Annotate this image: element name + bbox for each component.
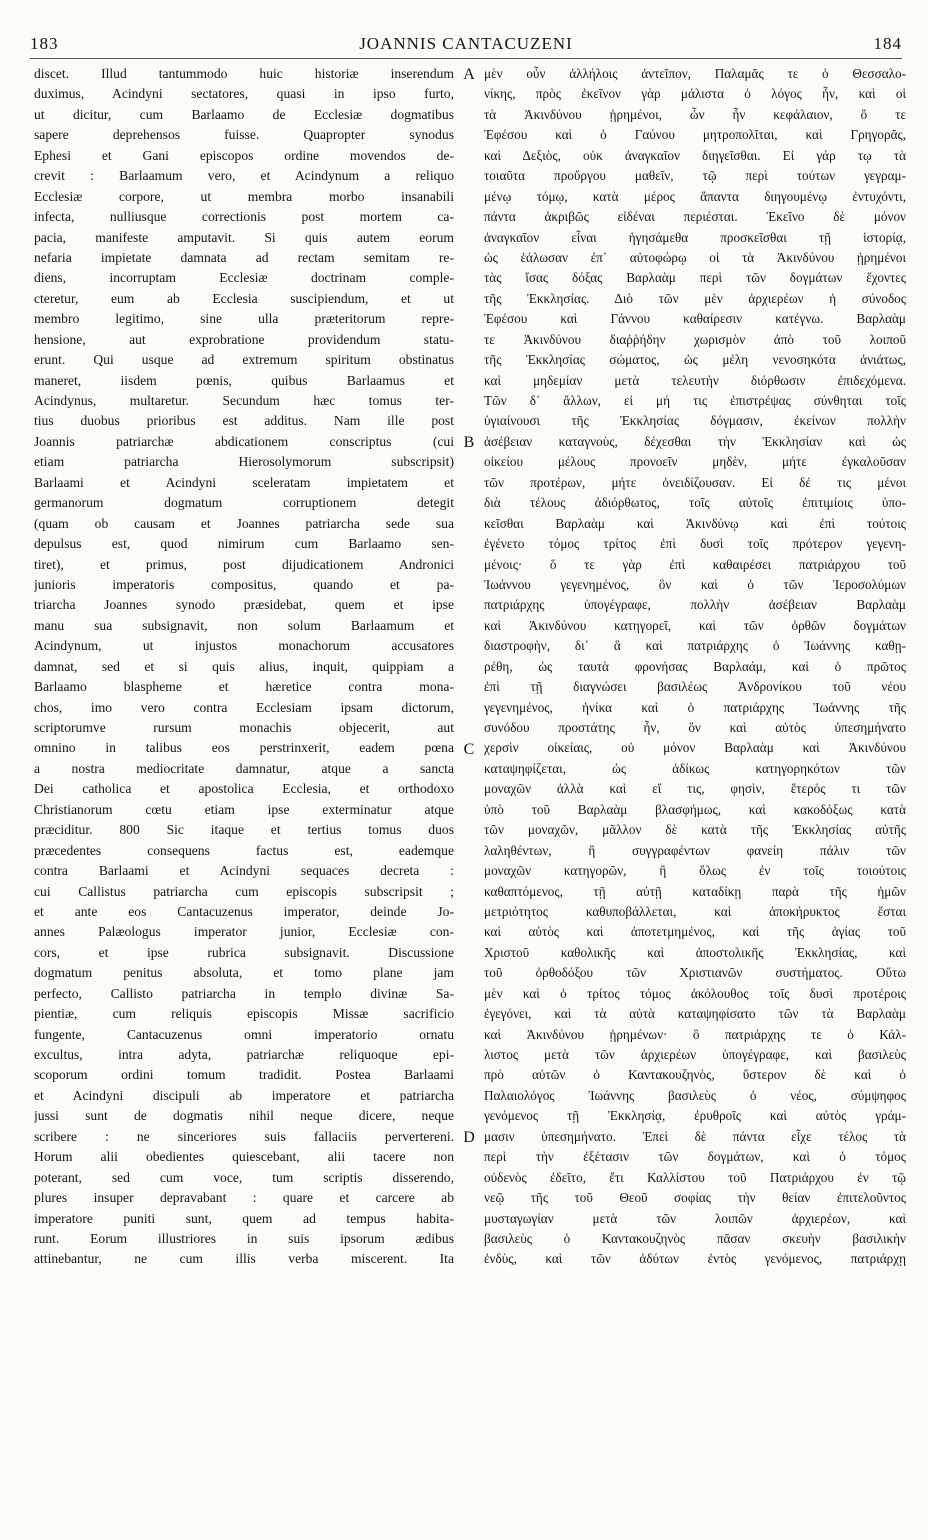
latin-text-line: scriptorumve rursum monachis objecerit, aut	[34, 720, 454, 735]
greek-text-line: κεῖσθαι Βαρλαὰμ καὶ Ἀκινδύνῳ καὶ ἐπὶ τούτοις	[484, 515, 906, 531]
latin-text-line: discet. Illud tantummodo huic historiæ inserendum	[34, 66, 454, 81]
greek-text-line: πατριάρχης ὑπογέγραφε, πολλὴν ἀσέβειαν Βαρλαὰμ	[484, 597, 906, 613]
latin-text-line: junioris imperatoris compositus, quando et pa-	[34, 576, 454, 592]
greek-text-line: τε Ἀκινδύνου διαῤῥήδην χωρισμὸν ἀπὸ τοῦ λοιποῦ	[484, 331, 906, 347]
running-title: JOANNIS CANTACUZENI	[359, 34, 573, 53]
latin-text-line: erunt. Qui usque ad extremum spiritum obstinatus	[34, 352, 454, 368]
greek-text-line: Ἐφέσου καὶ ὁ Γαύνου μητροπολῖται, καὶ Γρηγορᾶς,	[484, 127, 906, 143]
greek-text-line: νίκης, πρὸς ἐκεῖνον γὰρ μάλιστα ὁ λόγος ἦν, καὶ οἱ	[484, 86, 906, 102]
greek-text-line: μασιν ὑπεσημήνατο. Ἐπεὶ δὲ πάντα εἶχε τέλος τὰ	[484, 1128, 906, 1144]
greek-text-line: γενόμενος τῇ Ἐκκλησίᾳ, ἐρυθροῖς καὶ αὐτὸς γράμ-	[484, 1108, 906, 1124]
greek-text-line: Ἐφέσου καὶ Γάννου καθαίρεσιν κατέγνω. Βαρλαὰμ	[484, 311, 906, 327]
latin-text-line: (quam ob causam et Joannes patriarcha sede sua	[34, 515, 454, 531]
greek-text-line: καὶ Δεξιὸς, οὐκ ἀναγκαῖον διηγεῖσθαι. Εἰ γάρ τῳ τὰ	[484, 147, 906, 163]
latin-text-line: præcedentes consequens factus est, eademque	[34, 842, 454, 858]
greek-text-line: ὡς ἑάλωσαν ἐπ᾽ αὐτοφώρῳ οἱ τὰ Ἀκινδύνου ᾑρημένοι	[484, 249, 906, 265]
running-head	[30, 32, 902, 59]
latin-text-line: imperatore puniti sunt, quem ad tempus habita-	[34, 1210, 454, 1226]
latin-text-line: excultus, intra adyta, patriarchæ reliquoque epi-	[34, 1047, 454, 1062]
latin-text-line: Acindynus, multaretur. Secundum hæc tomus ter-	[34, 393, 454, 408]
greek-text-line: μὲν καὶ ὁ τρίτος τόμος ἀκόλουθος τοῖς δυσὶ προτέροις	[484, 985, 906, 1001]
greek-text-line: βασιλεὺς ὁ Καντακουζηνὸς πᾶσαν σκευὴν βασιλικὴν	[484, 1230, 906, 1246]
latin-text-line: scribere : ne sinceriores suis fallaciis pervertereni.	[34, 1128, 454, 1144]
greek-text-line: ἐπὶ τῇ διαγνώσει βασιλέως Ἀνδρονίκου τοῦ νέου	[484, 679, 906, 695]
latin-text-line: depulsus est, quod nimirum cum Barlaamo sen-	[34, 536, 454, 552]
margin-marker-a: A	[463, 66, 475, 83]
latin-text-line: contra Barlaami et Acindyni sequaces decreta :	[34, 863, 454, 879]
latin-text-line: membro legitimo, sine ulla præteritorum repre-	[34, 311, 454, 327]
greek-text-line: πρὸ αὐτῶν ὁ Καντακουζηνὸς, ὕστερον δὲ καὶ ὁ	[484, 1067, 906, 1083]
latin-text-line: ut dicitur, cum Barlaamo de Ecclesiæ dogmatibus	[34, 106, 454, 122]
latin-text-line: et ante eos Cantacuzenus imperator, deinde Jo-	[34, 903, 454, 919]
latin-text-line: cui Callistus patriarcha cum episcopis subscripsit ;	[34, 883, 454, 899]
greek-text-line: Τῶν δ᾽ ἄλλων, εἰ μή τις ἐπιστρέψας σύνθηται τοῖς	[484, 393, 906, 408]
greek-text-line: λαληθέντων, ἢ συγγραφέντων φανείη πάλιν τῶν	[484, 842, 906, 858]
latin-text-line: nefaria impietate damnata ad rectam semitam re-	[34, 249, 454, 265]
greek-text-line: καὶ Ἀκινδύνου ᾑρημένων· ὃ πατριάρχης τε ὁ Κάλ-	[484, 1026, 906, 1042]
greek-text-line: μυσταγωγίαν μετὰ τῶν λοιπῶν ἀρχιερέων, καὶ	[484, 1210, 906, 1226]
latin-text-line: Barlaamo blaspheme et hæretice contra mona-	[34, 679, 454, 695]
greek-text-line: ὑγιαίνουσι τῆς Ἐκκλησίας δόγμασιν, ἐκείνων πολλὴν	[484, 413, 906, 429]
latin-text-line: Ecclesiæ corpore, ut membra morbo insanabili	[34, 188, 454, 204]
latin-text-line: attinebantur, ne cum illis verba miscerent. Ita	[34, 1251, 454, 1267]
latin-text-line: jussi sunt de dogmatis nihil neque dicere, neque	[34, 1108, 454, 1124]
greek-text-line: ἐγεγόνει, καὶ τὰ αὐτὰ καταψηφίσατο τῶν τὰ Βαρλαὰμ	[484, 1006, 906, 1022]
margin-marker-d: D	[463, 1129, 475, 1146]
latin-text-line: Dei catholica et apostolica Ecclesia, et orthodoxo	[34, 781, 454, 797]
greek-text-line: ἐνδὺς, καὶ τῶν ἀδύτων ἐντὸς γενόμενος, πατριάρχῃ	[484, 1251, 906, 1267]
greek-text-line: Χριστοῦ καθολικῆς καὶ ἀποστολικῆς Ἐκκλησίας, καὶ	[484, 944, 906, 960]
greek-text-line: διὰ τέλους ἀδιόρθωτος, τοῖς αὐτοῖς ἐπιτιμίοις ὑπο-	[484, 495, 906, 511]
greek-text-line: συνόδου προστάτης ἦν, ὃν καὶ αὐτὸς ὑπεσημήνατο	[484, 720, 906, 735]
greek-text-line: τῆς Ἐκκλησίας σώματος, ὡς μέλη νενοσηκότα ἀνιάτως,	[484, 352, 906, 368]
greek-text-line: τὰς ἴσας δόξας Βαρλαὰμ περὶ τῶν δογμάτων ἔχοντες	[484, 270, 906, 286]
greek-text-line: τῶν προτέρων, μήτε ὀνειδίζουσαν. Εἰ δέ τις μένοι	[484, 474, 906, 490]
latin-text-line: chos, imo vero contra Ecclesiam ipsam dictorum,	[34, 699, 454, 715]
page-number-right: 184	[873, 34, 902, 53]
latin-text-line: Ephesi et Gani episcopos ordine movendos de-	[34, 147, 454, 163]
greek-text-line: χερσὶν οἰκείαις, οὐ μόνον Βαρλαὰμ καὶ Ἀκινδύνου	[484, 740, 906, 756]
greek-text-line: καὶ Ἀκινδύνου κατηγορεῖ, καὶ τῶν ὀρθῶν δογμάτων	[484, 617, 906, 633]
greek-text-line: Ἰωάννου γεγενημένος, ὃν καὶ ὁ τῶν Ἱεροσολύμων	[484, 576, 906, 592]
latin-text-line: triarcha Joannes synodo præsidebat, quem et ipse	[34, 597, 454, 613]
latin-text-line: scoporum ordini tomum tradidit. Postea Barlaami	[34, 1067, 454, 1083]
greek-text-line: Παλαιολόγος Ἰωάννης βασιλεὺς ὁ νέος, σύμψηφος	[484, 1087, 906, 1103]
greek-text-line: καὶ αὐτὸς καὶ ἀποτετμημένος, καὶ τῆς ἁγίας τοῦ	[484, 924, 906, 940]
latin-text-line: cors, et ipse rubrica subsignavit. Discussione	[34, 944, 454, 960]
latin-text-line: omnino in talibus eos perstrinxerit, eadem pœna	[34, 740, 454, 756]
greek-text-line: τῆς Ἐκκλησίας. Διὸ τῶν μὲν ἀρχιερέων ἡ σύνοδος	[484, 290, 906, 306]
greek-text-line: μένοις· ὅ τε γὰρ ἐπὶ καθαιρέσει πατριάρχου τοῦ	[484, 556, 906, 572]
latin-text-line: a nostra mediocritate damnatur, atque a sancta	[34, 760, 454, 776]
latin-text-line: pientiæ, cum reliquis episcopis Missæ sacrificio	[34, 1006, 454, 1022]
greek-text-line: μετριότητος καθυποβάλλεται, καὶ ἀποκήρυκτος ἔσται	[484, 903, 906, 919]
greek-text-line: διαστροφὴν, δι᾽ ἃ καὶ πατριάρχης ὁ Ἰωάννης καθῃ-	[484, 638, 906, 654]
latin-text-line: cteretur, eum ab Ecclesia suscipiendum, et ut	[34, 290, 454, 306]
greek-text-line: ἀναγκαῖον εἶναι ἡγησάμεθα προσκεῖσθαι τῇ ἱστορίᾳ,	[484, 229, 906, 245]
greek-text-line: καθαπτόμενος, τῇ αὐτῇ καταδίκῃ παρὰ τῆς ἡμῶν	[484, 883, 906, 899]
latin-text-line: etiam patriarcha Hierosolymorum subscripsit)	[34, 454, 454, 470]
latin-text-line: perfecto, Callisto patriarcha in templo divinæ Sa-	[34, 985, 454, 1001]
greek-text-line: μὲν οὖν ἀλλήλοις ἀντεῖπον, Παλαμᾶς τε ὁ Θεσσαλο-	[484, 66, 906, 81]
greek-text-line: τοιαῦτα προὔργου μαθεῖν, τῷ περὶ τούτων γεγραμ-	[484, 168, 906, 184]
latin-text-line: poterant, sed cum voce, tum scriptis disserendo,	[34, 1169, 454, 1185]
latin-text-line: Barlaami et Acindyni sceleratam impietatem et	[34, 474, 454, 490]
latin-text-line: et Acindyni discipuli ab imperatore et patriarcha	[34, 1087, 454, 1103]
greek-text-line: καταψηφίζεται, ὡς ἀδίκως κατηγορηκότων τῶν	[484, 760, 906, 776]
latin-text-line: sapere deprehensos fuisse. Quapropter synodus	[34, 127, 454, 143]
latin-text-line: infecta, nulliusque correctionis post mortem ca-	[34, 209, 454, 225]
greek-text-line: μένῳ τόμῳ, κατὰ μέρος ἅπαντα διηγουμένῳ ἐντυχόντι,	[484, 188, 906, 204]
latin-text-line: duximus, Acindyni sectatores, quasi in ipso furto,	[34, 86, 454, 102]
latin-text-line: annes Palæologus imperator junior, Ecclesiæ con-	[34, 924, 454, 940]
latin-text-line: Acindynum, ut injustos monachorum accusatores	[34, 638, 454, 654]
latin-text-line: pacia, manifeste amputavit. Si quis autem eorum	[34, 229, 454, 245]
greek-text-line: λιστος μετὰ τῶν ἀρχιερέων ὑπογέγραφε, καὶ βασιλεὺς	[484, 1047, 906, 1062]
latin-text-line: præciditur. 800 Sic itaque et tertius tomus duos	[34, 822, 454, 838]
latin-column	[34, 64, 454, 1270]
latin-text-line: maneret, iisdem pœnis, quibus Barlaamus et	[34, 372, 454, 388]
latin-text-line: diens, incorruptam Ecclesiæ doctrinam comple-	[34, 270, 454, 286]
greek-text-line: περὶ τὴν ἐξέτασιν τῶν δογμάτων, καὶ ὁ τόμος	[484, 1149, 906, 1165]
greek-text-line: ρέθη, ὡς ταυτὰ φρονήσας Βαρλαάμ, καὶ ὁ πρῶτος	[484, 658, 906, 674]
greek-text-line: ἀσέβειαν καταγνοὺς, δέχεσθαι τὴν Ἐκκλησίαν καὶ ὡς	[484, 433, 906, 449]
greek-column	[484, 64, 906, 1270]
greek-text-line: τὰ Ἀκινδύνου ᾑρημένοι, ὧν ἦν κεφάλαιον, ὅ τε	[484, 106, 906, 122]
greek-text-line: τοῦ ὀρθοδόξου τῶν Χριστιανῶν συστήματος. Οὕτω	[484, 965, 906, 981]
greek-text-line: μοναχῶν κατηγορῶν, ἢ ὅλως ἐν τοῖς τοιούτοις	[484, 863, 906, 879]
greek-text-line: γεγενημένος, ἡνίκα καὶ ὁ πατριάρχης Ἰωάννης τῆς	[484, 699, 906, 715]
latin-text-line: manu sua subsignavit, non solum Barlaamum et	[34, 617, 454, 633]
greek-text-line: οἰκείου μέλους προνοεῖν μηδὲν, μήτε ἐγκαλοῦσαν	[484, 454, 906, 470]
latin-text-line: germanorum dogmatum corruptionem detegit	[34, 495, 454, 511]
greek-text-line: μοναχῶν ἀλλὰ καὶ εἴ τις, φησὶν, ἕτερός τι τῶν	[484, 781, 906, 797]
greek-text-line: καὶ μηδεμίαν μετὰ τελευτὴν διόρθωσιν ἐπιδεχόμενα.	[484, 372, 906, 388]
greek-text-line: τῶν μοναχῶν, μᾶλλον δὲ κατὰ τῆς Ἐκκλησίας αὐτῆς	[484, 822, 906, 838]
latin-text-line: crevit : Barlaamum vero, et Acindynum a reliquo	[34, 168, 454, 184]
greek-text-line: πάντα ἀκριβῶς εἰδέναι περιέσται. Ἐκεῖνο δὲ μόνον	[484, 209, 906, 225]
latin-text-line: dogmatum penitus absoluta, et tomo plane jam	[34, 965, 454, 981]
latin-text-line: Joannis patriarchæ abdicationem conscriptus (cui	[34, 433, 454, 449]
margin-marker-c: C	[463, 741, 475, 758]
latin-text-line: hensione, aut exprobratione providendum statu-	[34, 331, 454, 347]
page-number-left: 183	[30, 34, 59, 53]
latin-text-line: plures insuper depravabant : quare et carcere ab	[34, 1190, 454, 1206]
latin-text-line: Horum alii obedientes quiescebant, alii tacere non	[34, 1149, 454, 1165]
latin-text-line: runt. Eorum illustriores in suis ipsorum ædibus	[34, 1230, 454, 1246]
latin-text-line: tius duobus prioribus est additus. Nam ille post	[34, 413, 454, 429]
greek-text-line: οὐδενὸς ἐδεῖτο, ἔτι Καλλίστου τοῦ Πατριάρχου ἐν τῷ	[484, 1169, 906, 1185]
greek-text-line: ὑπὸ τοῦ Βαρλαὰμ βλασφήμως, καὶ κακοδόξως κατὰ	[484, 801, 906, 817]
latin-text-line: damnat, sed et si quis alius, inquit, quippiam a	[34, 658, 454, 674]
greek-text-line: ἐγένετο τόμος τρίτος ἐπὶ δυσὶ τοῖς πρότερον γεγενη-	[484, 536, 906, 552]
greek-text-line: νεῷ τῆς τοῦ Θεοῦ σοφίας τὴν θείαν ἐπιτελοῦντος	[484, 1190, 906, 1206]
latin-text-line: Christianorum cœtu etiam ipse exterminatur atque	[34, 801, 454, 817]
latin-text-line: fungente, Cantacuzenus omni imperatorio ornatu	[34, 1026, 454, 1042]
margin-marker-b: B	[463, 434, 475, 451]
latin-text-line: tiret), et primus, post dijudicationem Andronici	[34, 556, 454, 572]
